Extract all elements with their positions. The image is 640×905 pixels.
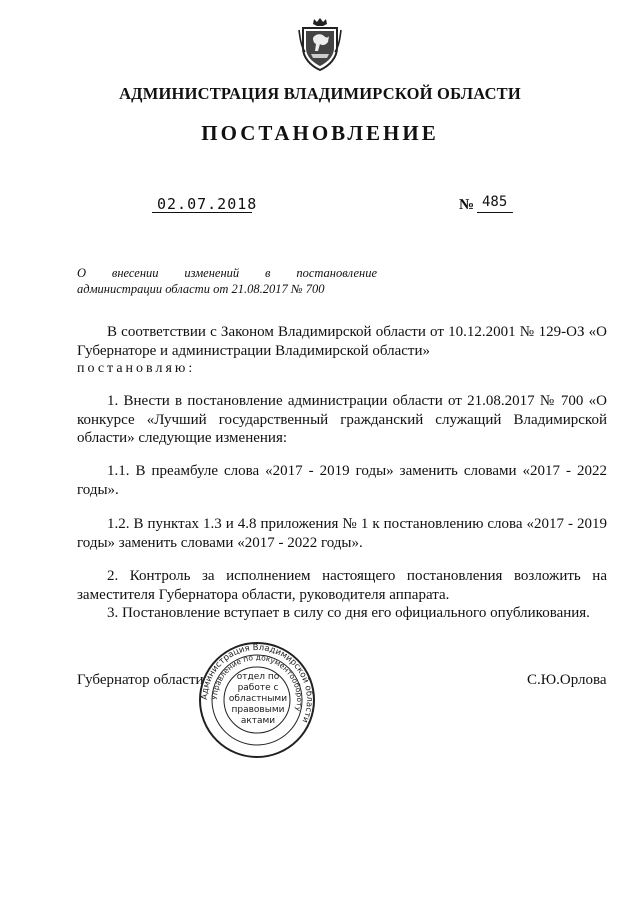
clause-1-1: 1.1. В преамбуле слова «2017 - 2019 годы» заменить словами «2017 - 2022 годы». xyxy=(77,463,607,498)
preamble-paragraph xyxy=(77,323,607,379)
subject-line-1: О внесении изменений в постановление xyxy=(77,266,377,280)
coat-of-arms-icon xyxy=(297,16,343,72)
stamp-inner-text: отдел по работе с областными правовыми актами xyxy=(228,672,288,726)
signer-position: Губернатор области xyxy=(77,672,204,688)
clause-1: 1. Внести в постановление администрации области от 21.08.2017 № 700 «О конкурсе «Лучший государственный гражданский служащий Владимирской области» следующие изменения: xyxy=(77,393,607,446)
clause-1-2: 1.2. В пунктах 1.3 и 4.8 приложения № 1 к постановлению слова «2017 - 2019 годы» заменить словами «2017 - 2022 годы». xyxy=(77,516,607,551)
preamble-text: В соответствии с Законом Владимирской области от 10.12.2001 № 129-ОЗ «О Губернаторе и администрации Владимирской области» xyxy=(77,324,607,359)
date-underline xyxy=(152,212,252,213)
subject-line-2: администрации области от 21.08.2017 № 700 xyxy=(77,282,325,296)
organization-title: АДМИНИСТРАЦИЯ ВЛАДИМИРСКОЙ ОБЛАСТИ xyxy=(119,84,521,103)
document-number: 485 xyxy=(482,194,508,210)
signer-name: С.Ю.Орлова xyxy=(527,672,607,688)
stamp-middle-text: Управление по документообороту xyxy=(209,652,305,713)
document-subject xyxy=(77,265,377,297)
number-sign: № xyxy=(459,197,475,213)
document-type: ПОСТАНОВЛЕНИЕ xyxy=(201,121,439,145)
clause-2: 2. Контроль за исполнением настоящего постановления возложить на заместителя Губернатора области, руководителя аппарата. xyxy=(77,568,607,603)
stamp-outer-text: Администрация Владимирской области xyxy=(199,642,315,725)
document-date: 02.07.2018 xyxy=(157,195,258,213)
resolve-word: постановляю: xyxy=(77,361,196,376)
clause-3: 3. Постановление вступает в силу со дня его официального опубликования. xyxy=(107,605,590,621)
number-underline xyxy=(477,212,513,213)
